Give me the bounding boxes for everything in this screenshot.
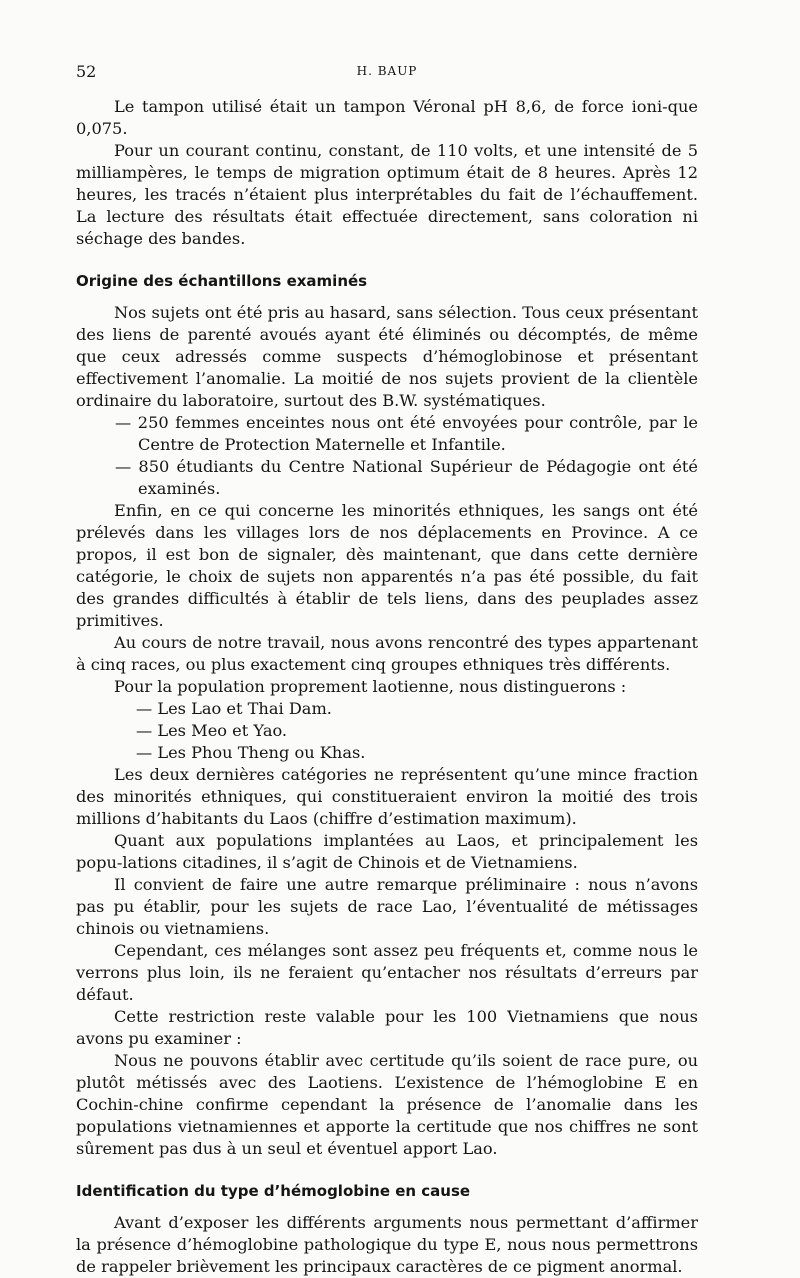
paragraph-urban-populations: Quant aux populations implantées au Laos, et principalement les popu-lations citadines, il s’agit de Chinois et de Vietnamiens. [76, 831, 698, 872]
paragraph-mixing: Cependant, ces mélanges sont assez peu fréquents et, comme nous le verrons plus loin, ils ne feraient qu’entacher nos résultats d’erreurs par défaut. [76, 941, 698, 1004]
section-heading-identification: Identification du type d’hémoglobine en cause [76, 1182, 471, 1200]
page-header [76, 62, 698, 96]
running-head: H. BAUP [356, 64, 418, 78]
paragraph-buffer: Le tampon utilisé était un tampon Véronal pH 8,6, de force ioni-que 0,075. [76, 97, 698, 138]
paragraph-certainty: Nous ne pouvons établir avec certitude qu’ils soient de race pure, ou plutôt métissés avec des Laotiens. L’existence de l’hémoglobine E en Cochin-chine confirme cependant la présence de l’anomalie dans les populations vietnamiennes et apporte la certitude que nos chiffres ne sont sûrement pas dus à un seul et éventuel apport Lao. [76, 1051, 698, 1158]
paragraph-subjects: Nos sujets ont été pris au hasard, sans sélection. Tous ceux présentant des liens de parenté avoués ayant été éliminés ou décomptés, de même que ceux adressés comme suspects d’hémoglobinose et présentant effectivement l’anomalie. La moitié de nos sujets provient de la clientèle ordinaire du laboratoire, surtout des B.W. systématiques. [76, 303, 698, 410]
paragraph-restriction: Cette restriction reste valable pour les 100 Vietnamiens que nous avons pu examiner : [76, 1007, 698, 1048]
list-item: — 250 femmes enceintes nous ont été envoyées pour contrôle, par le Centre de Protection Maternelle et Infantile. [115, 413, 698, 454]
paragraph-minorities-fraction: Les deux dernières catégories ne représentent qu’une mince fraction des minorités ethniques, qui constitueraient environ la moitié des trois millions d’habitants du Laos (chiffre d’estimation maximum). [76, 765, 698, 828]
list-item: — Les Phou Theng ou Khas. [136, 743, 366, 762]
list-item: — Les Meo et Yao. [136, 721, 288, 740]
section-heading-origin: Origine des échantillons examinés [76, 272, 368, 290]
paragraph-migration: Pour un courant continu, constant, de 110 volts, et une intensité de 5 milliampères, le temps de migration optimum était de 8 heures. Après 12 heures, les tracés n’étaient plus interprétables du fait de l’échauffement. La lecture des résultats était effectuée directement, sans coloration ni séchage des bandes. [76, 141, 698, 248]
paragraph-hemoglobin-e: Avant d’exposer les différents arguments nous permettant d’affirmer la présence d’hémoglobine pathologique du type E, nous nous permettrons de rappeler brièvement les principaux caractères de ce pigment anormal. [76, 1213, 698, 1276]
paragraph-preliminary-remark: Il convient de faire une autre remarque préliminaire : nous n’avons pas pu établir, pour les sujets de race Lao, l’éventualité de métissages chinois ou vietnamiens. [76, 875, 698, 938]
list-item: — 850 étudiants du Centre National Supérieur de Pédagogie ont été examinés. [115, 457, 698, 498]
page-number: 52 [76, 62, 97, 81]
paragraph-five-races: Au cours de notre travail, nous avons rencontré des types appartenant à cinq races, ou plus exactement cinq groupes ethniques très différents. [76, 633, 698, 674]
list-item: — Les Lao et Thai Dam. [136, 699, 332, 718]
paragraph-ethnic-minorities: Enfin, en ce qui concerne les minorités ethniques, les sangs ont été prélevés dans les villages lors de nos déplacements en Province. A ce propos, il est bon de signaler, dès maintenant, que dans cette dernière catégorie, le choix de sujets non apparentés n’a pas été possible, du fait des grandes difficultés à établir de tels liens, dans des peuplades assez primitives. [76, 501, 698, 630]
paragraph-laotian-population: Pour la population proprement laotienne, nous distinguerons : [114, 677, 627, 696]
